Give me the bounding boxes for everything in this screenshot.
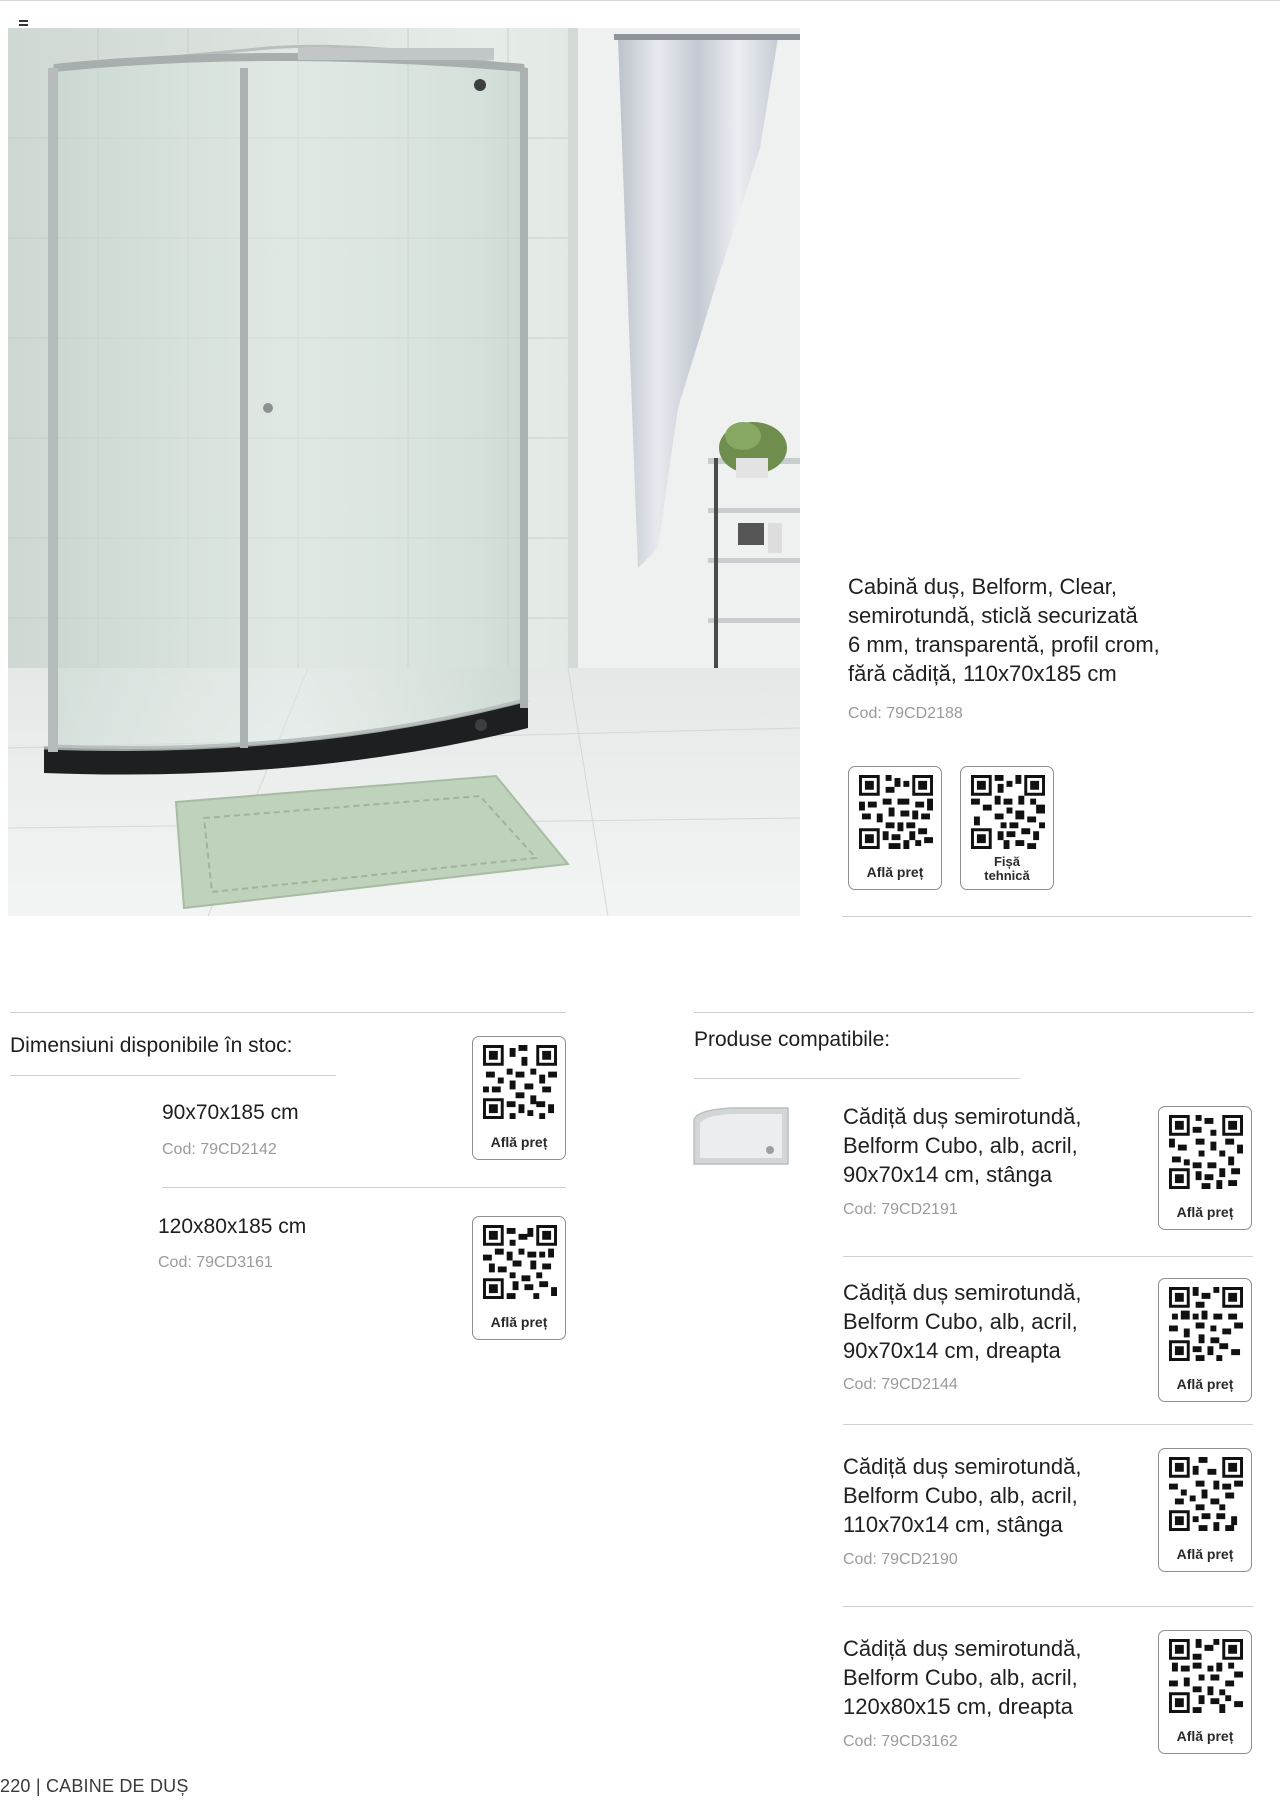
divider [843, 1424, 1253, 1425]
shower-tray-image [692, 1106, 790, 1168]
stock-heading: Dimensiuni disponibile în stoc: [10, 1034, 293, 1057]
divider [10, 1075, 336, 1076]
divider [842, 916, 1252, 917]
section-name: CABINE DE DUȘ [45, 1776, 189, 1796]
compatible-item-code: Cod: 79CD2190 [843, 1551, 958, 1568]
top-divider [0, 0, 1280, 1]
qr-sheet-label-line: Fișă [993, 854, 1020, 869]
divider [10, 1012, 566, 1013]
divider [694, 1078, 1020, 1079]
page-number: 220 [0, 1776, 31, 1796]
compatible-item-line: 120x80x15 cm, dreapta [843, 1694, 1073, 1719]
compatible-item-line: Belform Cubo, alb, acril, [843, 1309, 1078, 1334]
product-title-line: semirotundă, sticlă securizată [848, 603, 1138, 628]
compatible-item-line: 90x70x14 cm, dreapta [843, 1338, 1061, 1363]
qr-price-button[interactable] [1158, 1278, 1252, 1402]
qr-price-button[interactable] [472, 1216, 566, 1340]
divider [843, 1256, 1253, 1257]
qr-price-button[interactable] [1158, 1448, 1252, 1572]
compatible-item-line: 110x70x14 cm, stânga [843, 1512, 1063, 1537]
tray-thumbnail [692, 1106, 790, 1168]
product-title-line: Cabină duș, Belform, Clear, [848, 574, 1118, 599]
product-code: Cod: 79CD2188 [848, 705, 963, 722]
qr-code-icon [1169, 1457, 1243, 1531]
compatible-item-title [843, 1102, 1143, 1189]
compatible-item-line: 90x70x14 cm, stânga [843, 1162, 1053, 1187]
qr-code-icon [971, 775, 1045, 849]
qr-price-label: Află preț [1176, 1376, 1234, 1392]
compatible-item-line: Cădiță duș semirotundă, [843, 1636, 1082, 1661]
compatible-item-code: Cod: 79CD2144 [843, 1376, 958, 1393]
page-footer [0, 1776, 189, 1797]
qr-code-icon [483, 1045, 557, 1119]
product-title [848, 572, 1268, 688]
compatible-item-line: Cădiță duș semirotundă, [843, 1454, 1082, 1479]
compatible-item-code: Cod: 79CD2191 [843, 1201, 958, 1218]
qr-sheet-label-line: tehnică [984, 868, 1030, 883]
qr-price-button[interactable] [1158, 1106, 1252, 1230]
stock-code: Cod: 79CD2142 [162, 1141, 277, 1158]
menu-icon[interactable] [19, 20, 28, 26]
qr-technical-sheet-button[interactable] [960, 766, 1054, 890]
qr-price-label: Află preț [490, 1134, 548, 1150]
product-photo [8, 28, 800, 916]
qr-price-button[interactable] [472, 1036, 566, 1160]
compatible-heading: Produse compatibile: [694, 1028, 891, 1051]
compatible-item-line: Cădiță duș semirotundă, [843, 1280, 1082, 1305]
shower-cabin-illustration [8, 28, 800, 916]
compatible-item-line: Belform Cubo, alb, acril, [843, 1665, 1078, 1690]
product-title-line: fără cădiță, 110x70x185 cm [848, 661, 1117, 686]
qr-price-button[interactable] [1158, 1630, 1252, 1754]
stock-size: 90x70x185 cm [162, 1101, 299, 1124]
qr-price-label: Află preț [866, 864, 924, 880]
divider [162, 1187, 566, 1188]
qr-code-icon [1169, 1287, 1243, 1361]
qr-price-label: Află preț [1176, 1728, 1234, 1744]
compatible-item-line: Belform Cubo, alb, acril, [843, 1133, 1078, 1158]
qr-code-icon [859, 775, 933, 849]
qr-price-label: Află preț [1176, 1204, 1234, 1220]
qr-price-label: Află preț [490, 1314, 548, 1330]
compatible-item-title [843, 1278, 1143, 1365]
divider [694, 1012, 1254, 1013]
compatible-item-line: Cădiță duș semirotundă, [843, 1104, 1082, 1129]
qr-price-label: Află preț [1176, 1546, 1234, 1562]
stock-size: 120x80x185 cm [158, 1215, 307, 1238]
compatible-item-title [843, 1634, 1143, 1721]
qr-code-icon [1169, 1639, 1243, 1713]
qr-sheet-label [961, 855, 1053, 883]
qr-price-button[interactable] [848, 766, 942, 890]
stock-code: Cod: 79CD3161 [158, 1254, 273, 1271]
qr-code-icon [1169, 1115, 1243, 1189]
qr-code-icon [483, 1225, 557, 1299]
compatible-item-title [843, 1452, 1143, 1539]
product-title-line: 6 mm, transparentă, profil crom, [848, 632, 1160, 657]
divider [843, 1606, 1253, 1607]
compatible-item-line: Belform Cubo, alb, acril, [843, 1483, 1078, 1508]
footer-separator: | [35, 1776, 41, 1796]
compatible-item-code: Cod: 79CD3162 [843, 1733, 958, 1750]
